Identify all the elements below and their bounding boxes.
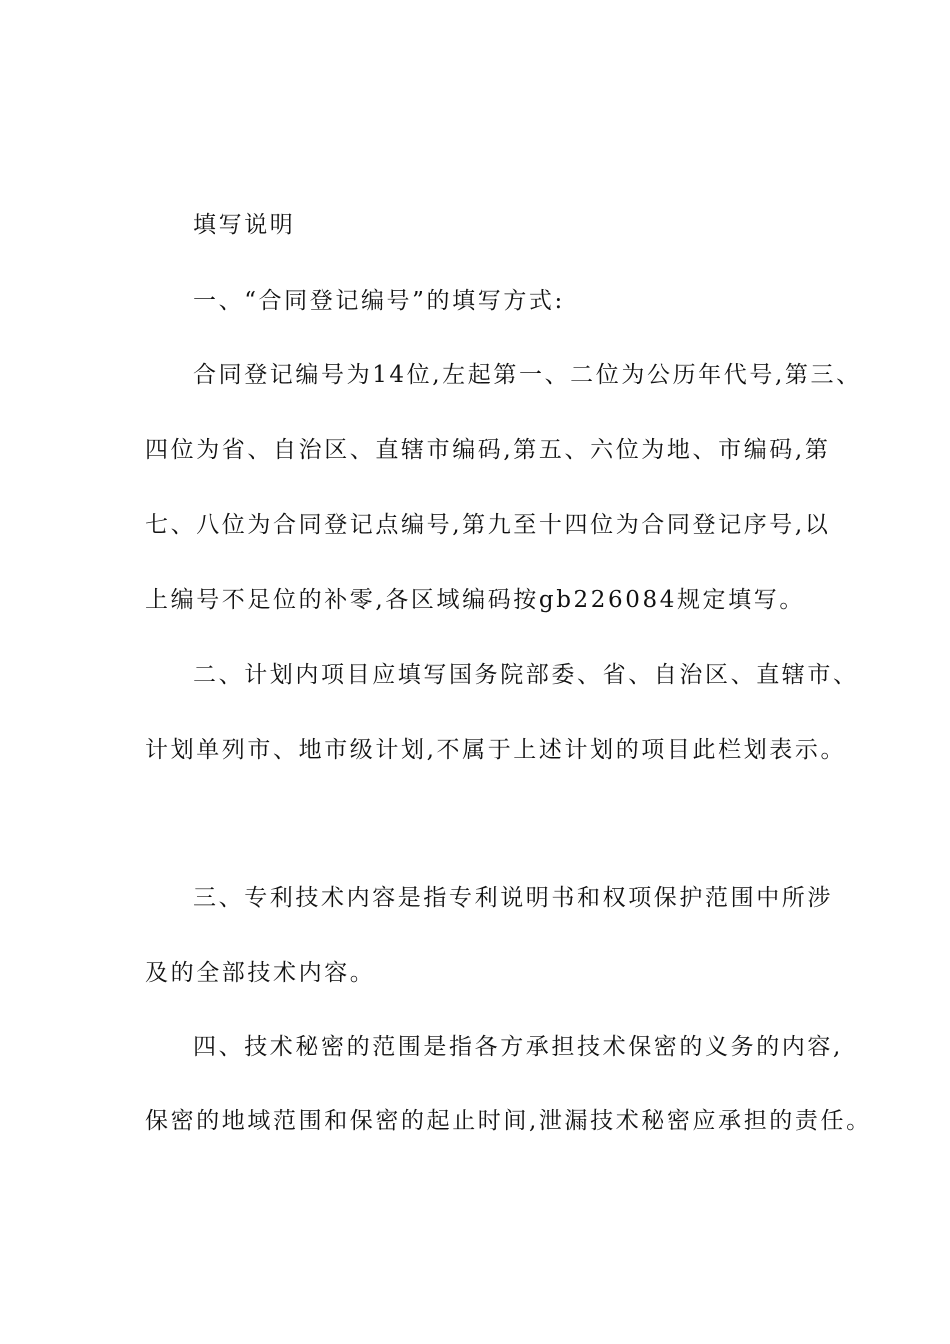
section3-line-2: 及的全部技术内容。 bbox=[145, 960, 376, 986]
section3-line-1: 三、专利技术内容是指专利说明书和权项保护范围中所涉 bbox=[193, 885, 833, 911]
section1-line-2: 四位为省、自治区、直辖市编码,第五、六位为地、市编码,第 bbox=[145, 437, 831, 463]
section2-line-1: 二、计划内项目应填写国务院部委、省、自治区、直辖市、 bbox=[193, 662, 859, 688]
section1-title: 一、“合同登记编号”的填写方式: bbox=[193, 288, 565, 314]
section1-line-4: 上编号不足位的补零,各区域编码按gb226084规定填写。 bbox=[145, 587, 805, 613]
section4-line-1: 四、技术秘密的范围是指各方承担技术保密的义务的内容, bbox=[193, 1034, 843, 1060]
section1-line-3: 七、八位为合同登记点编号,第九至十四位为合同登记序号,以 bbox=[145, 512, 831, 538]
document-heading: 填写说明 bbox=[193, 212, 296, 238]
section4-line-2: 保密的地域范围和保密的起止时间,泄漏技术秘密应承担的责任。 bbox=[145, 1108, 872, 1134]
section2-line-2: 计划单列市、地市级计划,不属于上述计划的项目此栏划表示。 bbox=[145, 737, 847, 763]
section1-line-1: 合同登记编号为14位,左起第一、二位为公历年代号,第三、 bbox=[193, 362, 862, 388]
